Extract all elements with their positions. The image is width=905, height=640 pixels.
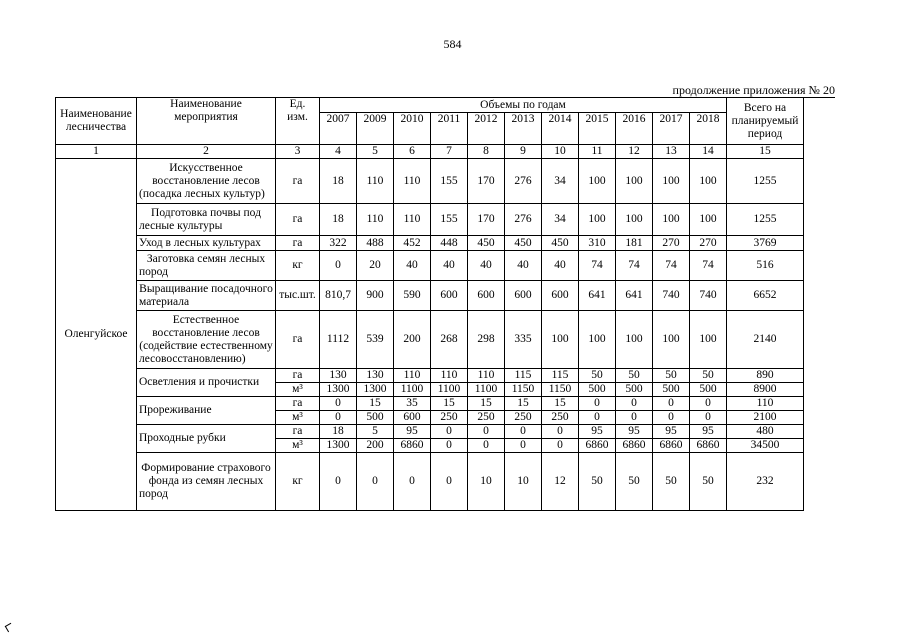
year-value-cell: 18 (320, 159, 357, 204)
column-index: 10 (542, 145, 579, 159)
year-value-cell: 0 (505, 439, 542, 453)
header-unit: Ед. изм. (276, 98, 320, 145)
year-value-cell: 100 (616, 311, 653, 369)
year-value-cell: 100 (616, 204, 653, 236)
column-index: 3 (276, 145, 320, 159)
year-value-cell: 170 (468, 204, 505, 236)
header-year: 2014 (542, 113, 579, 145)
activity-name: Прореживание (137, 397, 276, 425)
header-year: 2016 (616, 113, 653, 145)
unit-cell: кг (276, 453, 320, 511)
total-cell: 1255 (727, 204, 804, 236)
year-value-cell: 110 (394, 159, 431, 204)
year-value-cell: 95 (579, 425, 616, 439)
year-value-cell: 100 (579, 159, 616, 204)
unit-cell: м³ (276, 383, 320, 397)
table-row (56, 369, 804, 383)
activity-name: Формирование страхового фонда из семян лесных пород (137, 453, 276, 511)
year-value-cell: 740 (653, 281, 690, 311)
year-value-cell: 600 (505, 281, 542, 311)
table-row (56, 425, 804, 439)
year-value-cell: 10 (468, 453, 505, 511)
year-value-cell: 74 (690, 251, 727, 281)
year-value-cell: 100 (653, 159, 690, 204)
year-value-cell: 100 (579, 311, 616, 369)
activity-name: Осветления и прочистки (137, 369, 276, 397)
column-index: 2 (137, 145, 276, 159)
year-value-cell: 641 (579, 281, 616, 311)
activity-name: Заготовка семян лесных пород (137, 251, 276, 281)
year-value-cell: 1100 (468, 383, 505, 397)
year-value-cell: 900 (357, 281, 394, 311)
header-year: 2012 (468, 113, 505, 145)
total-cell: 3769 (727, 236, 804, 251)
total-cell: 2140 (727, 311, 804, 369)
header-year: 2018 (690, 113, 727, 145)
year-value-cell: 0 (431, 453, 468, 511)
unit-cell: га (276, 159, 320, 204)
table-row (56, 311, 804, 369)
total-cell: 34500 (727, 439, 804, 453)
header-forestry: Наименование лесничества (56, 98, 137, 145)
year-value-cell: 810,7 (320, 281, 357, 311)
year-value-cell: 50 (579, 369, 616, 383)
year-value-cell: 110 (431, 369, 468, 383)
year-value-cell: 50 (579, 453, 616, 511)
table-row (56, 159, 804, 204)
column-index: 4 (320, 145, 357, 159)
year-value-cell: 74 (653, 251, 690, 281)
year-value-cell: 500 (690, 383, 727, 397)
unit-cell: м³ (276, 439, 320, 453)
column-index: 14 (690, 145, 727, 159)
header-year: 2015 (579, 113, 616, 145)
year-value-cell: 50 (653, 453, 690, 511)
total-cell: 110 (727, 397, 804, 411)
header-total: Всего на планируемый период (727, 98, 804, 145)
year-value-cell: 20 (357, 251, 394, 281)
year-value-cell: 450 (505, 236, 542, 251)
year-value-cell: 452 (394, 236, 431, 251)
activity-name: Проходные рубки (137, 425, 276, 453)
continuation-note: продолжение приложения № 20 (672, 83, 835, 97)
year-value-cell: 40 (542, 251, 579, 281)
year-value-cell: 15 (357, 397, 394, 411)
unit-cell: га (276, 311, 320, 369)
column-index: 11 (579, 145, 616, 159)
year-value-cell: 0 (653, 397, 690, 411)
year-value-cell: 250 (542, 411, 579, 425)
year-value-cell: 1112 (320, 311, 357, 369)
header-year: 2017 (653, 113, 690, 145)
header-year: 2011 (431, 113, 468, 145)
year-value-cell: 590 (394, 281, 431, 311)
year-value-cell: 6860 (690, 439, 727, 453)
year-value-cell: 539 (357, 311, 394, 369)
year-value-cell: 95 (690, 425, 727, 439)
year-value-cell: 0 (505, 425, 542, 439)
year-value-cell: 0 (653, 411, 690, 425)
unit-cell: га (276, 236, 320, 251)
header-activity: Наименование мероприятия (137, 98, 276, 145)
column-index: 13 (653, 145, 690, 159)
year-value-cell: 100 (653, 311, 690, 369)
column-index: 9 (505, 145, 542, 159)
column-index: 1 (56, 145, 137, 159)
year-value-cell: 276 (505, 204, 542, 236)
year-value-cell: 200 (357, 439, 394, 453)
total-cell: 1255 (727, 159, 804, 204)
year-value-cell: 0 (542, 439, 579, 453)
year-value-cell: 0 (690, 397, 727, 411)
year-value-cell: 110 (394, 204, 431, 236)
unit-cell: га (276, 397, 320, 411)
year-value-cell: 600 (394, 411, 431, 425)
year-value-cell: 250 (505, 411, 542, 425)
year-value-cell: 155 (431, 204, 468, 236)
year-value-cell: 0 (468, 425, 505, 439)
year-value-cell: 110 (394, 369, 431, 383)
year-value-cell: 6860 (394, 439, 431, 453)
table-row (56, 236, 804, 251)
year-value-cell: 15 (542, 397, 579, 411)
year-value-cell: 0 (320, 411, 357, 425)
column-index: 5 (357, 145, 394, 159)
year-value-cell: 100 (690, 204, 727, 236)
year-value-cell: 0 (616, 397, 653, 411)
table-row (56, 281, 804, 311)
year-value-cell: 600 (431, 281, 468, 311)
year-value-cell: 100 (579, 204, 616, 236)
year-value-cell: 50 (690, 369, 727, 383)
header-year: 2013 (505, 113, 542, 145)
column-index: 15 (727, 145, 804, 159)
year-value-cell: 600 (542, 281, 579, 311)
total-cell: 8900 (727, 383, 804, 397)
activity-name: Искусственное восстановление лесов (посадка лесных культур) (137, 159, 276, 204)
year-value-cell: 110 (357, 204, 394, 236)
year-value-cell: 488 (357, 236, 394, 251)
activity-name: Подготовка почвы под лесные культуры (137, 204, 276, 236)
table-row (56, 397, 804, 411)
year-value-cell: 600 (468, 281, 505, 311)
year-value-cell: 1300 (320, 439, 357, 453)
year-value-cell: 130 (357, 369, 394, 383)
year-value-cell: 250 (431, 411, 468, 425)
year-value-cell: 310 (579, 236, 616, 251)
year-value-cell: 450 (468, 236, 505, 251)
page-number: 584 (443, 37, 462, 51)
year-value-cell: 0 (431, 439, 468, 453)
year-value-cell: 18 (320, 425, 357, 439)
table-row (56, 453, 804, 511)
year-value-cell: 0 (357, 453, 394, 511)
year-value-cell: 110 (468, 369, 505, 383)
activity-name: Выращивание посадочного материала (137, 281, 276, 311)
scan-mark (5, 623, 15, 633)
year-value-cell: 130 (320, 369, 357, 383)
year-value-cell: 200 (394, 311, 431, 369)
unit-cell: га (276, 369, 320, 383)
header-year: 2010 (394, 113, 431, 145)
total-cell: 6652 (727, 281, 804, 311)
year-value-cell: 34 (542, 204, 579, 236)
year-value-cell: 270 (653, 236, 690, 251)
unit-cell: га (276, 425, 320, 439)
year-value-cell: 0 (320, 251, 357, 281)
year-value-cell: 641 (616, 281, 653, 311)
year-value-cell: 448 (431, 236, 468, 251)
year-value-cell: 15 (431, 397, 468, 411)
year-value-cell: 10 (505, 453, 542, 511)
unit-cell: га (276, 204, 320, 236)
year-value-cell: 500 (579, 383, 616, 397)
year-value-cell: 0 (579, 397, 616, 411)
year-value-cell: 1150 (505, 383, 542, 397)
year-value-cell: 740 (690, 281, 727, 311)
year-value-cell: 1300 (357, 383, 394, 397)
activity-name: Уход в лесных культурах (137, 236, 276, 251)
total-cell: 516 (727, 251, 804, 281)
year-value-cell: 1100 (394, 383, 431, 397)
year-value-cell: 74 (616, 251, 653, 281)
header-year: 2009 (357, 113, 394, 145)
year-value-cell: 322 (320, 236, 357, 251)
year-value-cell: 270 (690, 236, 727, 251)
table-row (56, 251, 804, 281)
year-value-cell: 5 (357, 425, 394, 439)
year-value-cell: 500 (616, 383, 653, 397)
header-year: 2007 (320, 113, 357, 145)
year-value-cell: 0 (468, 439, 505, 453)
year-value-cell: 298 (468, 311, 505, 369)
year-value-cell: 181 (616, 236, 653, 251)
year-value-cell: 95 (653, 425, 690, 439)
total-cell: 480 (727, 425, 804, 439)
year-value-cell: 500 (653, 383, 690, 397)
year-value-cell: 50 (616, 453, 653, 511)
year-value-cell: 35 (394, 397, 431, 411)
year-value-cell: 100 (616, 159, 653, 204)
year-value-cell: 250 (468, 411, 505, 425)
year-value-cell: 15 (468, 397, 505, 411)
column-index: 7 (431, 145, 468, 159)
year-value-cell: 0 (579, 411, 616, 425)
year-value-cell: 40 (505, 251, 542, 281)
year-value-cell: 0 (394, 453, 431, 511)
year-value-cell: 276 (505, 159, 542, 204)
year-value-cell: 115 (542, 369, 579, 383)
total-cell: 232 (727, 453, 804, 511)
year-value-cell: 15 (505, 397, 542, 411)
year-value-cell: 155 (431, 159, 468, 204)
table-row (56, 204, 804, 236)
year-value-cell: 95 (616, 425, 653, 439)
column-index: 12 (616, 145, 653, 159)
year-value-cell: 100 (653, 204, 690, 236)
year-value-cell: 0 (616, 411, 653, 425)
year-value-cell: 170 (468, 159, 505, 204)
year-value-cell: 100 (542, 311, 579, 369)
year-value-cell: 40 (431, 251, 468, 281)
year-value-cell: 335 (505, 311, 542, 369)
activity-name: Естественное восстановление лесов (содействие естественному лесовосстановлению) (137, 311, 276, 369)
total-cell: 2100 (727, 411, 804, 425)
year-value-cell: 95 (394, 425, 431, 439)
column-index: 8 (468, 145, 505, 159)
year-value-cell: 268 (431, 311, 468, 369)
year-value-cell: 0 (542, 425, 579, 439)
year-value-cell: 6860 (579, 439, 616, 453)
unit-cell: кг (276, 251, 320, 281)
year-value-cell: 50 (616, 369, 653, 383)
column-index: 6 (394, 145, 431, 159)
year-value-cell: 0 (320, 453, 357, 511)
year-value-cell: 12 (542, 453, 579, 511)
year-value-cell: 110 (357, 159, 394, 204)
year-value-cell: 1150 (542, 383, 579, 397)
header-years-title: Объемы по годам (320, 98, 727, 113)
year-value-cell: 0 (690, 411, 727, 425)
forestry-name: Оленгуйское (56, 159, 137, 511)
year-value-cell: 1100 (431, 383, 468, 397)
year-value-cell: 40 (394, 251, 431, 281)
year-value-cell: 1300 (320, 383, 357, 397)
year-value-cell: 50 (653, 369, 690, 383)
year-value-cell: 0 (320, 397, 357, 411)
year-value-cell: 115 (505, 369, 542, 383)
year-value-cell: 50 (690, 453, 727, 511)
year-value-cell: 40 (468, 251, 505, 281)
year-value-cell: 100 (690, 159, 727, 204)
year-value-cell: 6860 (616, 439, 653, 453)
total-cell: 890 (727, 369, 804, 383)
volumes-table (55, 97, 804, 511)
year-value-cell: 0 (431, 425, 468, 439)
year-value-cell: 6860 (653, 439, 690, 453)
year-value-cell: 74 (579, 251, 616, 281)
unit-cell: тыс.шт. (276, 281, 320, 311)
unit-cell: м³ (276, 411, 320, 425)
year-value-cell: 18 (320, 204, 357, 236)
year-value-cell: 100 (690, 311, 727, 369)
year-value-cell: 34 (542, 159, 579, 204)
year-value-cell: 450 (542, 236, 579, 251)
year-value-cell: 500 (357, 411, 394, 425)
